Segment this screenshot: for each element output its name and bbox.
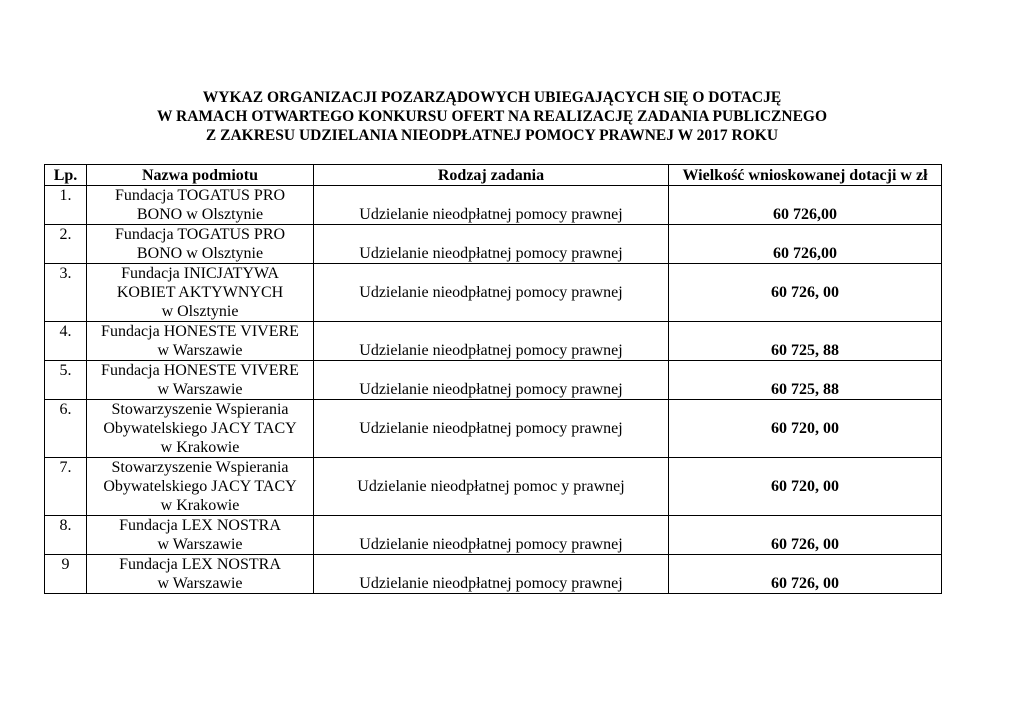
cell-lp: 2.	[45, 225, 87, 264]
table-row	[45, 555, 942, 594]
entity-name-line: Fundacja TOGATUS PRO	[114, 226, 286, 243]
cell-grant-amount: 60 726, 00	[669, 264, 942, 322]
title-line-3: Z ZAKRESU UDZIELANIA NIEODPŁATNEJ POMOCY PRAWNEJ W 2017 ROKU	[205, 127, 779, 144]
header-amount: Wielkość wnioskowanej dotacji w zł	[669, 165, 942, 186]
cell-lp: 4.	[45, 322, 87, 361]
cell-entity-name	[87, 361, 314, 400]
entity-name-line: Fundacja LEX NOSTRA	[119, 517, 281, 534]
cell-grant-amount: 60 726, 00	[669, 555, 942, 594]
cell-task-type: Udzielanie nieodpłatnej pomocy prawnej	[314, 516, 669, 555]
cell-entity-name	[87, 186, 314, 225]
header-name: Nazwa podmiotu	[87, 165, 314, 186]
header-lp: Lp.	[45, 165, 87, 186]
table-header-row	[45, 165, 942, 186]
header-task: Rodzaj zadania	[314, 165, 669, 186]
cell-entity-name	[87, 555, 314, 594]
entity-name-line: w Warszawie	[157, 575, 243, 592]
cell-lp: 5.	[45, 361, 87, 400]
table-row	[45, 516, 942, 555]
cell-grant-amount: 60 725, 88	[669, 361, 942, 400]
entity-name-line: w Krakowie	[160, 439, 240, 456]
entity-name-line: Fundacja TOGATUS PRO	[114, 187, 286, 204]
cell-task-type: Udzielanie nieodpłatnej pomocy prawnej	[314, 225, 669, 264]
document-title	[0, 88, 984, 145]
cell-entity-name	[87, 400, 314, 458]
table-row	[45, 322, 942, 361]
table-row	[45, 400, 942, 458]
entity-name-line: Fundacja LEX NOSTRA	[119, 556, 281, 573]
cell-grant-amount: 60 726, 00	[669, 516, 942, 555]
entity-name-line: BONO w Olsztynie	[136, 245, 264, 262]
table-row	[45, 264, 942, 322]
cell-grant-amount: 60 720, 00	[669, 400, 942, 458]
table-row	[45, 361, 942, 400]
cell-grant-amount: 60 726,00	[669, 225, 942, 264]
entity-name-line: Fundacja HONESTE VIVERE	[101, 323, 299, 340]
cell-grant-amount: 60 725, 88	[669, 322, 942, 361]
cell-task-type: Udzielanie nieodpłatnej pomocy prawnej	[314, 322, 669, 361]
cell-task-type: Udzielanie nieodpłatnej pomocy prawnej	[314, 400, 669, 458]
entity-name-line: w Warszawie	[157, 381, 243, 398]
entity-name-line: Fundacja INICJATYWA	[121, 265, 279, 282]
entity-name-line: Stowarzyszenie Wspierania	[111, 401, 289, 418]
entity-name-line: Stowarzyszenie Wspierania	[111, 459, 289, 476]
entity-name-line: BONO w Olsztynie	[136, 206, 264, 223]
cell-entity-name	[87, 458, 314, 516]
title-line-2: W RAMACH OTWARTEGO KONKURSU OFERT NA REALIZACJĘ ZADANIA PUBLICZNEGO	[156, 108, 828, 125]
cell-entity-name	[87, 516, 314, 555]
table-row	[45, 458, 942, 516]
cell-task-type: Udzielanie nieodpłatnej pomocy prawnej	[314, 555, 669, 594]
cell-entity-name	[87, 264, 314, 322]
entity-name-line: w Krakowie	[160, 497, 240, 514]
table-row	[45, 186, 942, 225]
cell-lp: 7.	[45, 458, 87, 516]
cell-lp: 3.	[45, 264, 87, 322]
table-row	[45, 225, 942, 264]
cell-task-type: Udzielanie nieodpłatnej pomocy prawnej	[314, 361, 669, 400]
table-body	[45, 186, 942, 594]
cell-task-type: Udzielanie nieodpłatnej pomocy prawnej	[314, 186, 669, 225]
entity-name-line: w Warszawie	[157, 536, 243, 553]
cell-grant-amount: 60 720, 00	[669, 458, 942, 516]
entity-name-line: Obywatelskiego JACY TACY	[103, 420, 297, 437]
entity-name-line: w Olsztynie	[161, 303, 239, 320]
cell-task-type: Udzielanie nieodpłatnej pomocy prawnej	[314, 264, 669, 322]
cell-entity-name	[87, 322, 314, 361]
entity-name-line: KOBIET AKTYWNYCH	[116, 284, 284, 301]
cell-entity-name	[87, 225, 314, 264]
cell-lp: 8.	[45, 516, 87, 555]
entity-name-line: Fundacja HONESTE VIVERE	[101, 362, 299, 379]
cell-grant-amount: 60 726,00	[669, 186, 942, 225]
entity-name-line: Obywatelskiego JACY TACY	[103, 478, 297, 495]
title-line-1: WYKAZ ORGANIZACJI POZARZĄDOWYCH UBIEGAJĄCYCH SIĘ O DOTACJĘ	[202, 89, 782, 106]
cell-lp: 1.	[45, 186, 87, 225]
entity-name-line: w Warszawie	[157, 342, 243, 359]
cell-task-type: Udzielanie nieodpłatnej pomoc y prawnej	[314, 458, 669, 516]
cell-lp: 6.	[45, 400, 87, 458]
applicants-table	[44, 164, 942, 594]
cell-lp: 9	[45, 555, 87, 594]
